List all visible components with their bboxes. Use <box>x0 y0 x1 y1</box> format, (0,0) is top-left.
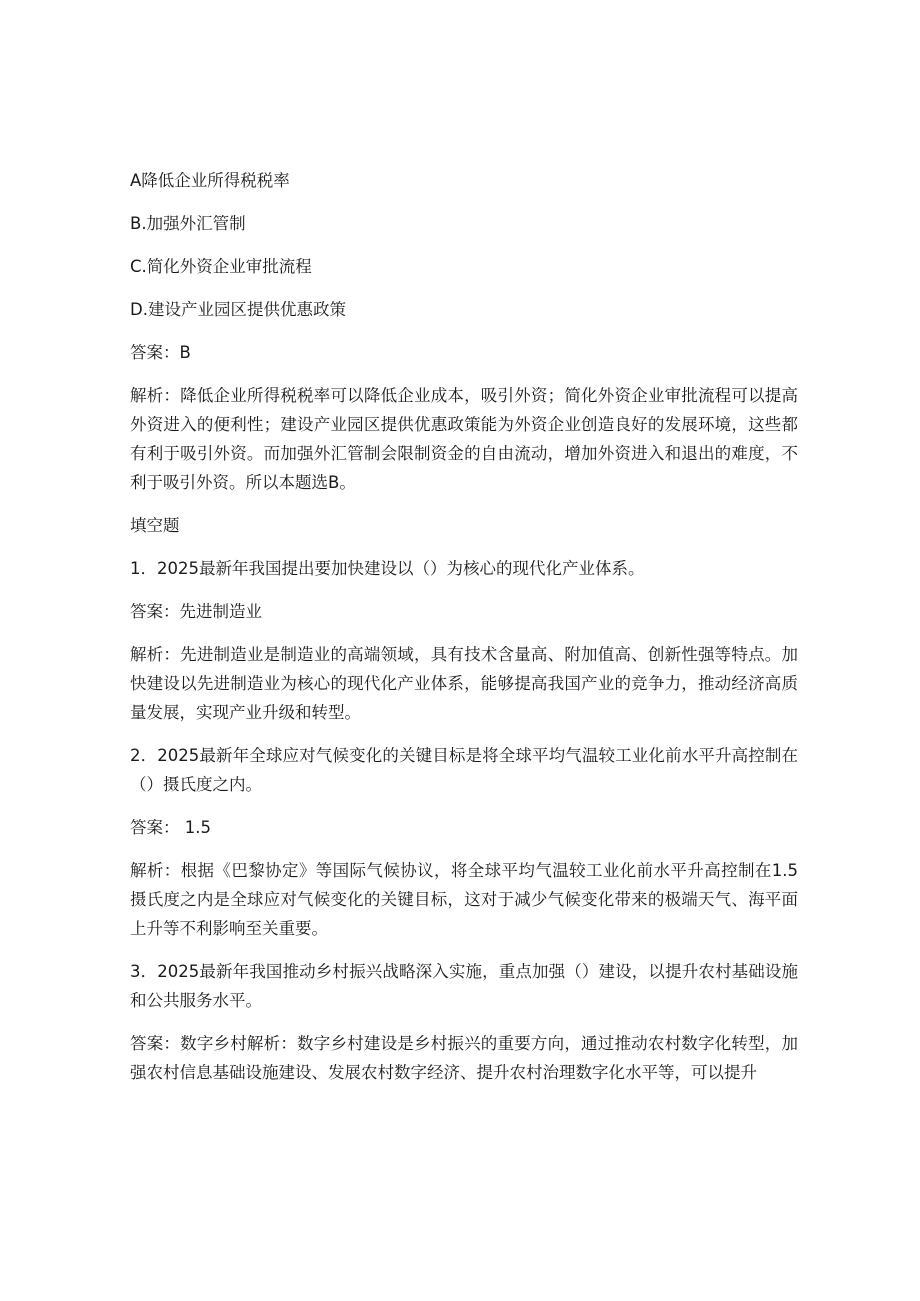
question-3: 3．2025最新年我国推动乡村振兴战略深入实施，重点加强（）建设，以提升农村基础设施和公共服务水平。 <box>130 962 798 1010</box>
answer-analysis-3: 答案：数字乡村解析：数字乡村建设是乡村振兴的重要方向，通过推动农村数字化转型，加强农村信息基础设施建设、发展农村数字经济、提升农村治理数字化水平等，可以提升 <box>130 1034 798 1082</box>
answer-1: 答案：先进制造业 <box>130 602 262 621</box>
answer-2: 答案： 1.5 <box>130 818 211 837</box>
section-title: 填空题 <box>130 516 180 535</box>
option-a: A降低企业所得税税率 <box>130 171 290 190</box>
question-2: 2．2025最新年全球应对气候变化的关键目标是将全球平均气温较工业化前水平升高控制在（）摄氏度之内。 <box>130 746 798 794</box>
document-content <box>130 166 798 1087</box>
question-1: 1．2025最新年我国提出要加快建设以（）为核心的现代化产业体系。 <box>130 559 645 578</box>
option-d: D.建设产业园区提供优惠政策 <box>130 300 346 319</box>
option-b: B.加强外汇管制 <box>130 214 246 233</box>
option-c: C.简化外资企业审批流程 <box>130 257 312 276</box>
analysis-1: 解析：先进制造业是制造业的高端领域，具有技术含量高、附加值高、创新性强等特点。加快建设以先进制造业为核心的现代化产业体系，能够提高我国产业的竞争力，推动经济高质量发展，实现产业升级和转型。 <box>130 645 798 722</box>
analysis-2: 解析：根据《巴黎协定》等国际气候协议，将全球平均气温较工业化前水平升高控制在1.5摄氏度之内是全球应对气候变化的关键目标，这对于减少气候变化带来的极端天气、海平面上升等不利影响至关重要。 <box>130 861 798 938</box>
answer-text: 答案：B <box>130 343 191 362</box>
analysis-text: 解析：降低企业所得税税率可以降低企业成本，吸引外资；简化外资企业审批流程可以提高外资进入的便利性；建设产业园区提供优惠政策能为外资企业创造良好的发展环境，这些都有利于吸引外资。而加强外汇管制会限制资金的自由流动，增加外资进入和退出的难度，不利于吸引外资。所以本题选B。 <box>130 386 798 492</box>
